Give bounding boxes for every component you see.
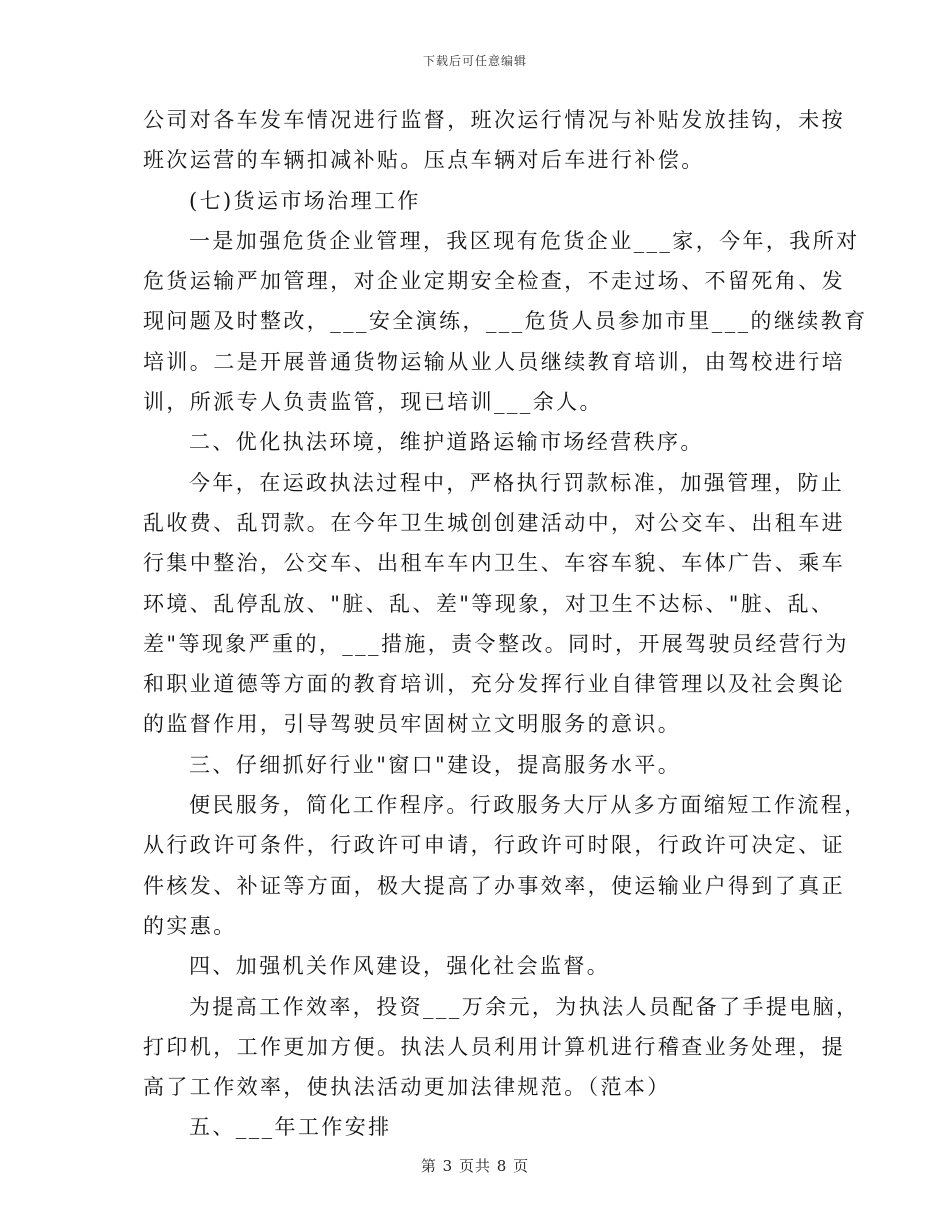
text-line: 今年，在运政执法过程中，严格执行罚款标准，加强管理，防止	[189, 470, 845, 495]
text-line: 的实惠。	[143, 913, 237, 938]
text-line: 从行政许可条件，行政许可申请，行政许可时限，行政许可决定、证	[143, 833, 845, 858]
document-body	[143, 100, 868, 1148]
section-heading: 四、加强机关作风建设，强化社会监督。	[189, 954, 611, 979]
page-header: 下载后可任意编辑	[422, 54, 527, 68]
text-line: 行集中整治，公交车、出租车车内卫生、车容车貌、车体广告、乘车	[143, 551, 845, 576]
text-line: 打印机，工作更加方便。执法人员利用计算机进行稽查业务处理，提	[143, 1034, 845, 1059]
text-line: 为提高工作效率，投资___万余元，为执法人员配备了手提电脑，	[189, 994, 860, 1019]
section-heading: 三、仔细抓好行业"窗口"建设，提高服务水平。	[189, 752, 682, 777]
page-number: 第 3 页共 8 页	[420, 1157, 530, 1175]
section-heading: 五、___年工作安排	[189, 1115, 392, 1140]
text-line: 便民服务，简化工作程序。行政服务大厅从多方面缩短工作流程，	[189, 793, 868, 818]
text-line: 和职业道德等方面的教育培训，充分发挥行业自律管理以及社会舆论	[143, 672, 845, 697]
section-heading: (七)货运市场治理工作	[189, 188, 421, 213]
section-heading: 二、优化执法环境，维护道路运输市场经营秩序。	[189, 430, 704, 455]
text-line: 件核发、补证等方面，极大提高了办事效率，使运输业户得到了真正	[143, 873, 845, 898]
text-line: 乱收费、乱罚款。在今年卫生城创创建活动中，对公交车、出租车进	[143, 510, 845, 535]
text-line: 现问题及时整改，___安全演练，___危货人员参加市里___的继续教育	[143, 309, 868, 334]
text-line: 差"等现象严重的，___措施，责令整改。同时，开展驾驶员经营行为	[143, 631, 849, 656]
text-line: 训，所派专人负责监管，现已培训___余人。	[143, 390, 603, 415]
text-line: 危货运输严加管理，对企业定期安全检查，不走过场、不留死角、发	[143, 269, 845, 294]
text-line: 班次运营的车辆扣减补贴。压点车辆对后车进行补偿。	[143, 148, 705, 173]
text-line: 培训。二是开展普通货物运输从业人员继续教育培训，由驾校进行培	[143, 349, 845, 374]
text-line: 的监督作用，引导驾驶员牢固树立文明服务的意识。	[143, 712, 682, 737]
text-line: 一是加强危货企业管理，我区现有危货企业___家，今年，我所对	[189, 228, 860, 253]
text-line: 高了工作效率，使执法活动更加法律规范。（范本）	[143, 1075, 671, 1100]
text-line: 环境、乱停乱放、"脏、乱、差"等现象，对卫生不达标、"脏、乱、	[143, 591, 835, 616]
text-line: 公司对各车发车情况进行监督，班次运行情况与补贴发放挂钩，未按	[143, 108, 845, 132]
